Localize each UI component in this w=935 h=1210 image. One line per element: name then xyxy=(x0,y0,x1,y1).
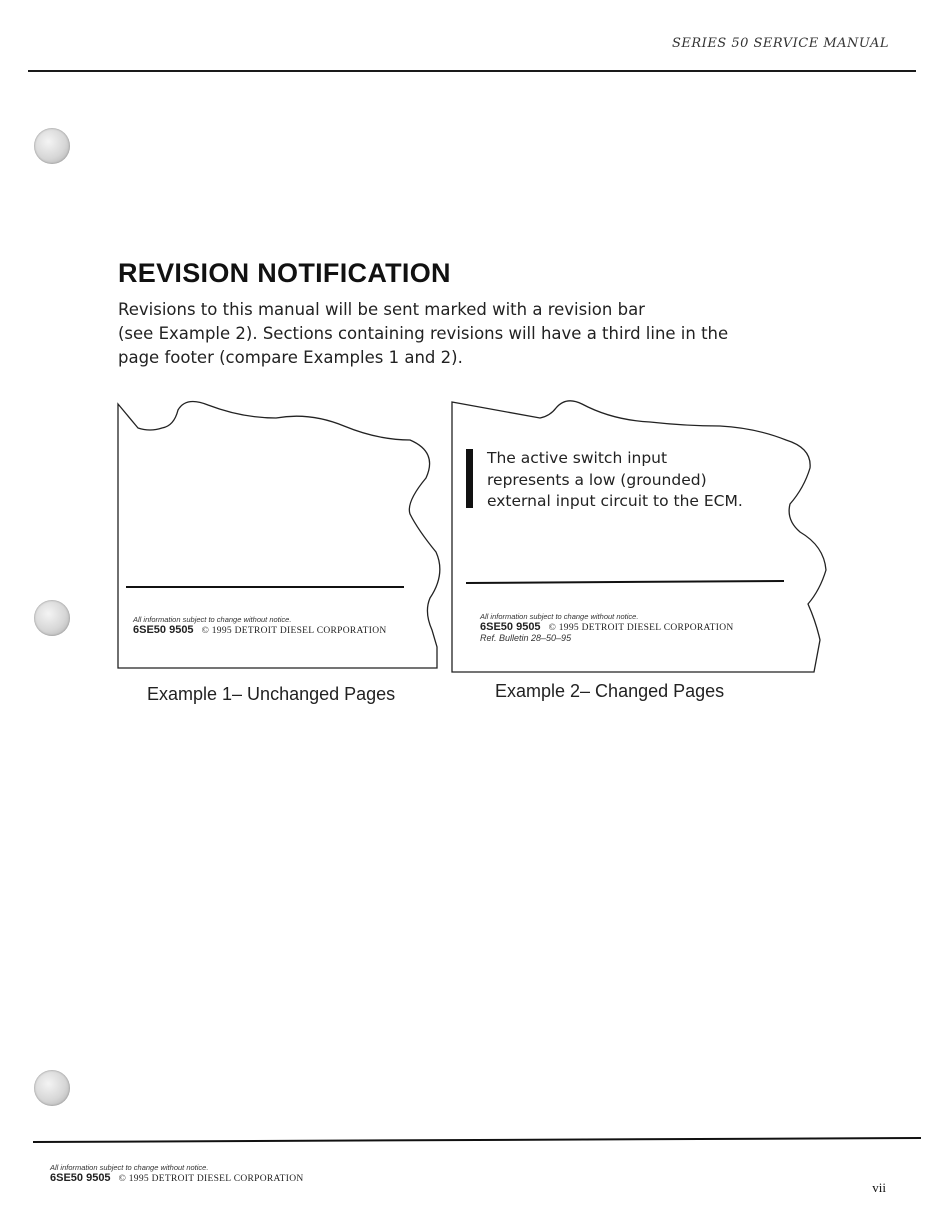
section-heading: REVISION NOTIFICATION xyxy=(118,258,451,288)
example-2-footer xyxy=(480,612,734,643)
example-1-footer-copyright: © 1995 DETROIT DIESEL CORPORATION xyxy=(201,626,387,636)
example-1-caption: Example 1– Unchanged Pages xyxy=(147,684,396,704)
page-number: vii xyxy=(872,1180,886,1195)
example-2-caption: Example 2– Changed Pages xyxy=(495,681,725,701)
example-2-footer-copyright: © 1995 DETROIT DIESEL CORPORATION xyxy=(548,623,734,633)
example-1-footer-code: 6SE50 9505 xyxy=(133,624,194,636)
example-2-footer-bulletin: Ref. Bulletin 28–50–95 xyxy=(480,633,572,643)
revision-bar xyxy=(466,449,473,508)
page-footer-line xyxy=(50,1172,304,1184)
running-header: SERIES 50 SERVICE MANUAL xyxy=(672,36,889,51)
page-footer-code: 6SE50 9505 xyxy=(50,1172,111,1184)
example-1-footer xyxy=(133,615,387,636)
example-2-body-text xyxy=(487,448,743,513)
example-1-footer-notice: All information subject to change without notice. xyxy=(133,615,292,624)
example-2-body-line: represents a low (grounded) xyxy=(487,470,707,489)
intro-line: Revisions to this manual will be sent marked with a revision bar xyxy=(118,300,645,319)
footer-rule xyxy=(33,1138,921,1142)
example-2-footer-line xyxy=(480,621,734,633)
example-2-body-line: external input circuit to the ECM. xyxy=(487,492,743,510)
intro-line: (see Example 2). Sections containing revisions will have a third line in the xyxy=(118,324,729,343)
example-1-footer-line xyxy=(133,624,387,636)
example-2-footer-notice: All information subject to change without notice. xyxy=(480,612,639,621)
page-footer-notice: All information subject to change without notice. xyxy=(50,1163,209,1172)
page-footer xyxy=(50,1163,304,1184)
example-2-footer-rule xyxy=(466,581,784,583)
page-footer-copyright: © 1995 DETROIT DIESEL CORPORATION xyxy=(118,1174,304,1184)
intro-line: page footer (compare Examples 1 and 2). xyxy=(118,348,463,367)
example-2-footer-code: 6SE50 9505 xyxy=(480,621,541,633)
example-2-body-line: The active switch input xyxy=(487,449,668,467)
